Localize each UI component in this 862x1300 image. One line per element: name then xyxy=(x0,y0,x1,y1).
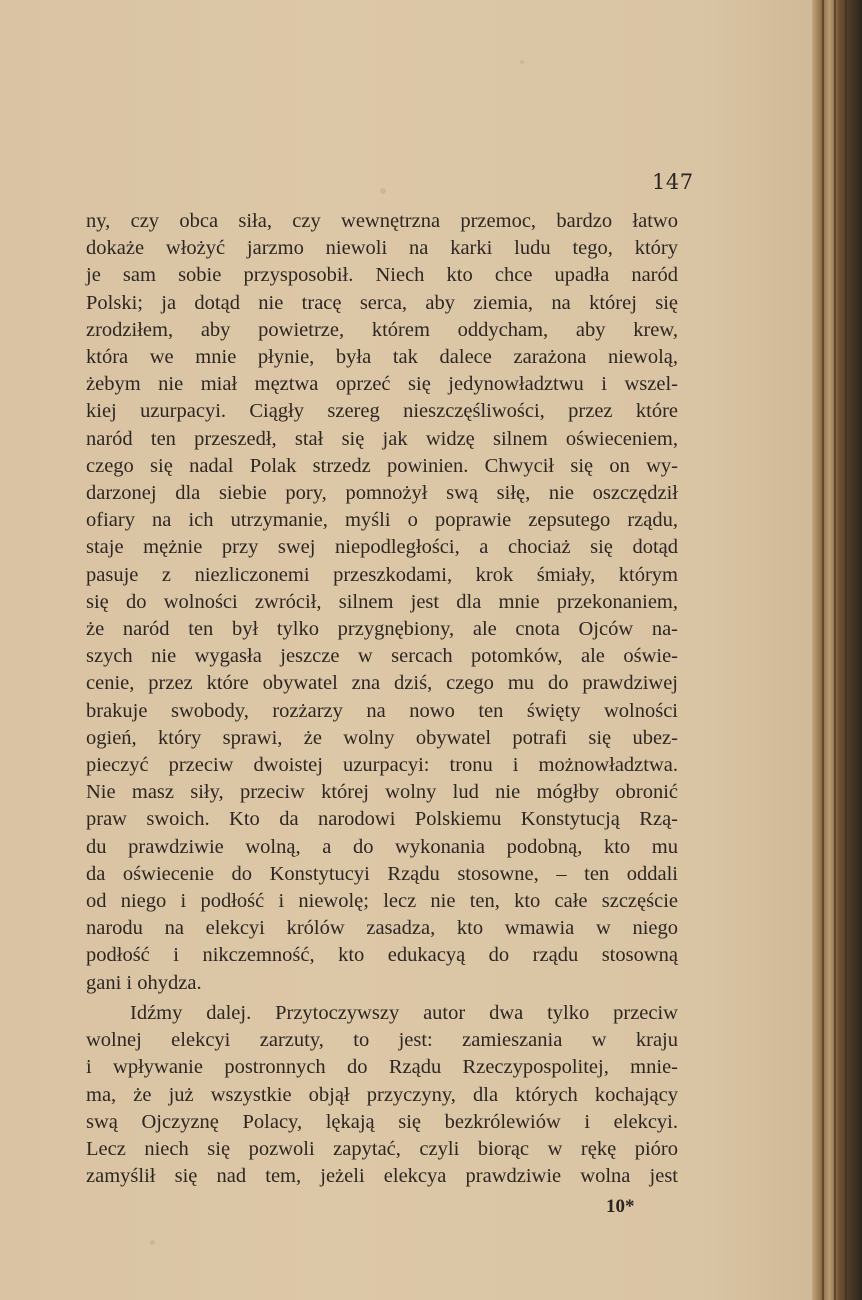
text-line: brakuje swobody, rozżarzy na nowo ten święty wolności xyxy=(86,699,678,722)
text-line: od niego i podłość i niewolę; lecz nie ten, kto całe szczęście xyxy=(86,890,678,912)
text-line: da oświecenie do Konstytucyi Rządu stosowne, – ten oddali xyxy=(86,862,678,885)
text-line: darzonej dla siebie pory, pomnożył swą siłę, nie oszczędził xyxy=(86,482,678,504)
paper-stain xyxy=(520,60,524,64)
edge-line xyxy=(822,0,824,1300)
text-line: żebym nie miał męztwa oprzeć się jedynowładztwu i wszel- xyxy=(86,373,678,396)
text-line: praw swoich. Kto da narodowi Polskiemu Konstytucją Rzą- xyxy=(86,808,678,831)
text-line: pieczyć przeciw dwoistej uzurpacyi: tronu i możnowładztwa. xyxy=(86,754,678,776)
text-line: cenie, przez które obywatel zna dziś, czego mu do prawdziwej xyxy=(86,672,678,695)
text-line: je sam sobie przysposobił. Niech kto chce upadła naród xyxy=(86,264,678,287)
text-line: ma, że już wszystkie objął przyczyny, dla których kochający xyxy=(86,1083,678,1106)
page-number: 147 xyxy=(652,170,694,194)
text-line: że naród ten był tylko przygnębiony, ale cnota Ojców na- xyxy=(86,618,678,640)
text-line: swą Ojczyznę Polacy, lękają się bezkrólewiów i elekcyi. xyxy=(86,1110,678,1133)
text-line: czego się nadal Polak strzedz powinien. Chwycił się on wy- xyxy=(86,454,678,477)
text-line: się do wolności zwrócił, silnem jest dla mnie przekonaniem, xyxy=(86,590,678,613)
text-line: gani i ohydza. xyxy=(86,971,202,994)
text-line: du prawdziwie wolną, a do wykonania podobną, kto mu xyxy=(86,835,678,858)
text-line: zrodziłem, aby powietrze, którem oddycham, aby krew, xyxy=(86,318,678,341)
text-line: naród ten przeszedł, stał się jak widzę silnem oświeceniem, xyxy=(86,427,678,450)
text-line: szych nie wygasła jeszcze w sercach potomków, ale oświe- xyxy=(86,645,678,668)
text-line: Nie masz siły, przeciw której wolny lud nie mógłby obronić xyxy=(86,781,678,804)
text-line: narodu na elekcyi królów zasadza, kto wmawia w niego xyxy=(86,917,678,940)
text-line: Lecz niech się pozwoli zapytać, czyli biorąc w rękę pióro xyxy=(86,1138,678,1160)
text-line: staje mężnie przy swej niepodległości, a chociaż się dotąd xyxy=(86,536,678,559)
printer-signature: 10* xyxy=(606,1196,635,1217)
text-line: podłość i nikczemność, kto edukacyą do rządu stosowną xyxy=(86,944,678,967)
text-line: Polski; ja dotąd nie tracę serca, aby ziemia, na której się xyxy=(86,291,678,314)
text-line: ny, czy obca siła, czy wewnętrzna przemoc, bardzo łatwo xyxy=(86,210,678,232)
text-line: dokaże włożyć jarzmo niewoli na karki ludu tego, który xyxy=(86,237,678,260)
text-line: wolnej elekcyi zarzuty, to jest: zamieszania w kraju xyxy=(86,1029,678,1052)
book-edge xyxy=(812,0,862,1300)
text-line: kiej uzurpacyi. Ciągły szereg nieszczęśliwości, przez które xyxy=(86,400,678,423)
text-line: ogień, który sprawi, że wolny obywatel potrafi się ubez- xyxy=(86,726,678,749)
edge-line xyxy=(845,0,847,1300)
paper-stain xyxy=(380,188,386,194)
paper-stain xyxy=(150,1240,155,1245)
text-line: i wpływanie postronnych do Rządu Rzeczypospolitej, mnie- xyxy=(86,1056,678,1079)
text-line: pasuje z niezliczonemi przeszkodami, krok śmiały, którym xyxy=(86,563,678,586)
text-line: zamyślił się nad tem, jeżeli elekcya prawdziwie wolna jest xyxy=(86,1165,678,1188)
text-line: ofiary na ich utrzymanie, myśli o poprawie zepsutego rządu, xyxy=(86,509,678,532)
text-line: która we mnie płynie, była tak dalece zarażona niewolą, xyxy=(86,346,678,368)
text-line: Idźmy dalej. Przytoczywszy autor dwa tylko przeciw xyxy=(130,1002,678,1024)
edge-line xyxy=(834,0,836,1300)
